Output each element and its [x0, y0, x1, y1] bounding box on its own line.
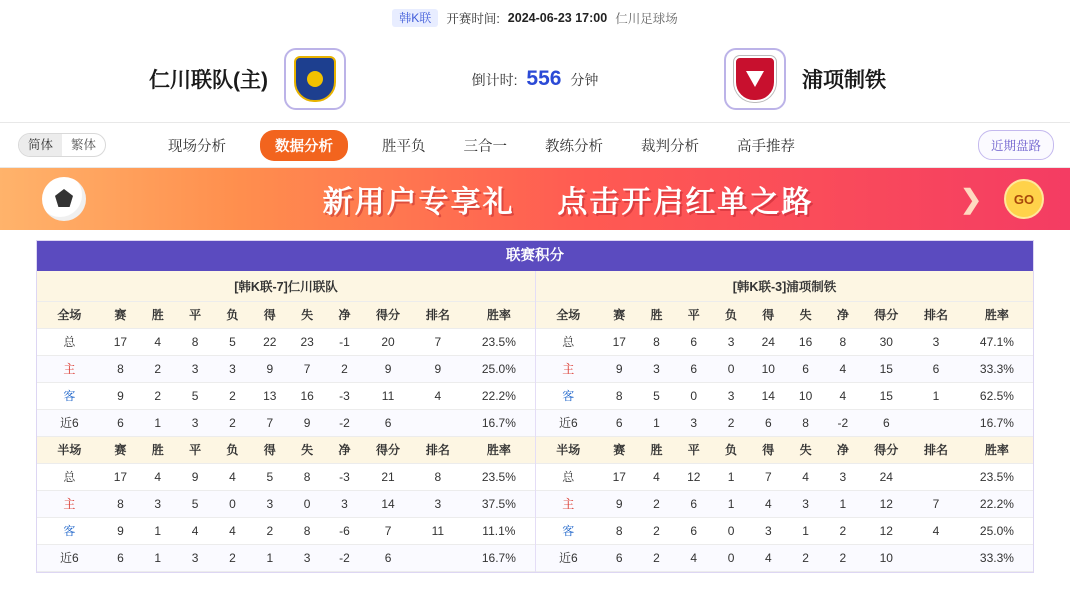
- cell-win: 3: [638, 355, 675, 382]
- cell-rank: [911, 544, 961, 571]
- col-draw: 平: [176, 301, 213, 328]
- cell-goals-for: 1: [251, 544, 288, 571]
- cell-draw: 5: [176, 382, 213, 409]
- col-played: 赛: [601, 436, 638, 463]
- promo-text-right: 点击开启红单之路: [557, 186, 814, 219]
- tab-referee-analysis[interactable]: 裁判分析: [641, 138, 700, 155]
- cell-goals-against: 3: [288, 544, 325, 571]
- cell-rank: 4: [413, 382, 463, 409]
- cell-played: 6: [601, 544, 638, 571]
- row-label: 客: [536, 517, 601, 544]
- cell-draw: 4: [176, 517, 213, 544]
- cell-loss: 2: [214, 544, 251, 571]
- match-info-bar: [0, 0, 1070, 36]
- cell-goals-for: 4: [750, 544, 787, 571]
- cell-goals-against: 7: [288, 355, 325, 382]
- cell-rank: 1: [911, 382, 961, 409]
- cell-win: 8: [638, 328, 675, 355]
- col-rank: 排名: [413, 436, 463, 463]
- cell-win: 2: [638, 517, 675, 544]
- cell-goals-against: 4: [787, 463, 824, 490]
- table-row: [37, 328, 535, 355]
- cell-rank: 7: [413, 328, 463, 355]
- cell-points: 6: [861, 409, 911, 436]
- cell-goal-diff: -3: [326, 463, 363, 490]
- cell-goals-for: 4: [750, 490, 787, 517]
- away-team-name: 浦项制铁: [802, 69, 886, 92]
- cell-goals-against: 2: [787, 544, 824, 571]
- table-row: [536, 490, 1033, 517]
- cell-win-rate: 25.0%: [463, 355, 535, 382]
- row-label: 主: [37, 490, 102, 517]
- row-label: 主: [37, 355, 102, 382]
- tab-live-analysis[interactable]: 现场分析: [168, 138, 227, 155]
- cell-rank: 8: [413, 463, 463, 490]
- col-win-rate: 胜率: [463, 436, 535, 463]
- cell-points: 14: [363, 490, 413, 517]
- match-header: [0, 36, 1070, 122]
- col-goal-diff: 净: [824, 301, 861, 328]
- cell-win: 1: [139, 544, 176, 571]
- col-win: 胜: [139, 301, 176, 328]
- table-row: [536, 544, 1033, 571]
- col-loss: 负: [712, 436, 749, 463]
- tab-win-draw-lose[interactable]: 胜平负: [382, 138, 426, 155]
- tab-expert-picks[interactable]: 高手推荐: [737, 138, 796, 155]
- row-label: 客: [37, 382, 102, 409]
- away-standings-table: [536, 271, 1033, 572]
- home-standings: [37, 271, 535, 572]
- table-column-header-row: [536, 301, 1033, 328]
- cell-win: 2: [139, 382, 176, 409]
- col-scope: 全场: [536, 301, 601, 328]
- table-row: [536, 409, 1033, 436]
- col-draw: 平: [176, 436, 213, 463]
- countdown: [0, 67, 1070, 91]
- cell-draw: 5: [176, 490, 213, 517]
- cell-goal-diff: -2: [326, 544, 363, 571]
- cell-loss: 3: [712, 328, 749, 355]
- cell-draw: 4: [675, 544, 712, 571]
- cell-loss: 2: [712, 409, 749, 436]
- promo-text-left: 新用户专享礼: [322, 186, 515, 219]
- cell-win: 1: [139, 409, 176, 436]
- cell-played: 8: [102, 355, 139, 382]
- cell-played: 9: [601, 355, 638, 382]
- cell-draw: 6: [675, 490, 712, 517]
- table-row: [37, 544, 535, 571]
- cell-goal-diff: 8: [824, 328, 861, 355]
- cell-loss: 0: [214, 490, 251, 517]
- cell-loss: 1: [712, 490, 749, 517]
- col-win: 胜: [139, 436, 176, 463]
- away-standings: [535, 271, 1033, 572]
- col-draw: 平: [675, 301, 712, 328]
- cell-loss: 4: [214, 463, 251, 490]
- cell-rank: 9: [413, 355, 463, 382]
- cell-draw: 3: [176, 355, 213, 382]
- cell-win: 4: [139, 463, 176, 490]
- league-tag: 韩K联: [392, 9, 438, 27]
- cell-goals-for: 6: [750, 409, 787, 436]
- cell-goal-diff: 2: [326, 355, 363, 382]
- cell-win: 4: [139, 328, 176, 355]
- cell-win-rate: 25.0%: [961, 517, 1033, 544]
- row-label: 近6: [37, 409, 102, 436]
- cell-goals-for: 3: [251, 490, 288, 517]
- table-row: [37, 490, 535, 517]
- col-goal-diff: 净: [326, 301, 363, 328]
- cell-win-rate: 33.3%: [961, 544, 1033, 571]
- go-button[interactable]: GO: [1004, 179, 1044, 219]
- kickoff-label: 开赛时间:: [446, 12, 500, 26]
- cell-played: 9: [102, 382, 139, 409]
- row-label: 近6: [536, 544, 601, 571]
- league-standings-panel: [36, 240, 1034, 573]
- col-points: 得分: [363, 301, 413, 328]
- home-team-name: 仁川联队(主): [149, 69, 268, 92]
- cell-points: 12: [861, 517, 911, 544]
- cell-win: 2: [638, 490, 675, 517]
- cell-draw: 3: [675, 409, 712, 436]
- table-row: [536, 517, 1033, 544]
- cell-rank: [911, 463, 961, 490]
- row-label: 客: [37, 517, 102, 544]
- away-crest-icon: [734, 56, 776, 102]
- cell-played: 9: [601, 490, 638, 517]
- cell-played: 17: [102, 463, 139, 490]
- cell-rank: 7: [911, 490, 961, 517]
- cell-draw: 3: [176, 544, 213, 571]
- cell-goal-diff: -2: [326, 409, 363, 436]
- cell-goal-diff: -1: [326, 328, 363, 355]
- cell-win-rate: 22.2%: [961, 490, 1033, 517]
- tab-three-in-one[interactable]: 三合一: [463, 138, 508, 155]
- cell-win: 2: [638, 544, 675, 571]
- cell-win-rate: 37.5%: [463, 490, 535, 517]
- cell-played: 6: [102, 544, 139, 571]
- cell-win: 4: [638, 463, 675, 490]
- col-scope: 半场: [37, 436, 102, 463]
- standings-tables: [37, 271, 1033, 572]
- cell-loss: 2: [214, 409, 251, 436]
- cell-goal-diff: 3: [326, 490, 363, 517]
- cell-goals-for: 22: [251, 328, 288, 355]
- cell-goals-for: 24: [750, 328, 787, 355]
- cell-loss: 1: [712, 463, 749, 490]
- cell-win: 1: [139, 517, 176, 544]
- col-win: 胜: [638, 436, 675, 463]
- col-goals-against: 失: [787, 301, 824, 328]
- cell-goals-against: 3: [787, 490, 824, 517]
- recent-odds-button[interactable]: 近期盘路: [978, 130, 1054, 160]
- language-switch[interactable]: [18, 133, 106, 157]
- col-goals-against: 失: [288, 301, 325, 328]
- cell-goals-against: 16: [787, 328, 824, 355]
- col-win: 胜: [638, 301, 675, 328]
- col-goals-for: 得: [251, 301, 288, 328]
- cell-loss: 4: [214, 517, 251, 544]
- col-rank: 排名: [911, 301, 961, 328]
- cell-goals-for: 14: [750, 382, 787, 409]
- col-played: 赛: [102, 436, 139, 463]
- cell-goal-diff: 4: [824, 382, 861, 409]
- cell-goals-against: 8: [288, 463, 325, 490]
- panel-title: 联赛积分: [37, 241, 1033, 271]
- table-row: [37, 382, 535, 409]
- cell-played: 8: [102, 490, 139, 517]
- tab-coach-analysis[interactable]: 教练分析: [545, 138, 604, 155]
- col-rank: 排名: [911, 436, 961, 463]
- home-standings-team-label: [韩K联-7]仁川联队: [37, 271, 535, 301]
- cell-goals-for: 7: [251, 409, 288, 436]
- tab-data-analysis[interactable]: 数据分析: [260, 130, 348, 161]
- col-goals-against: 失: [288, 436, 325, 463]
- cell-goal-diff: -2: [824, 409, 861, 436]
- countdown-label: 倒计时:: [471, 72, 518, 88]
- cell-draw: 8: [176, 328, 213, 355]
- cell-rank: 6: [911, 355, 961, 382]
- cell-points: 15: [861, 382, 911, 409]
- cell-win-rate: 23.5%: [463, 463, 535, 490]
- cell-loss: 2: [214, 382, 251, 409]
- table-row: [37, 409, 535, 436]
- cell-goals-for: 3: [750, 517, 787, 544]
- col-points: 得分: [363, 436, 413, 463]
- cell-draw: 6: [675, 355, 712, 382]
- cell-win-rate: 16.7%: [961, 409, 1033, 436]
- col-played: 赛: [601, 301, 638, 328]
- nav-tabs: [164, 130, 799, 161]
- col-goals-for: 得: [750, 436, 787, 463]
- cell-points: 20: [363, 328, 413, 355]
- cell-loss: 5: [214, 328, 251, 355]
- cell-loss: 0: [712, 517, 749, 544]
- cell-draw: 0: [675, 382, 712, 409]
- cell-goals-against: 9: [288, 409, 325, 436]
- soccer-ball-icon: [42, 177, 86, 221]
- cell-goal-diff: 2: [824, 517, 861, 544]
- col-goal-diff: 净: [326, 436, 363, 463]
- cell-points: 11: [363, 382, 413, 409]
- cell-rank: [413, 409, 463, 436]
- promo-banner[interactable]: [0, 168, 1070, 230]
- lang-simplified[interactable]: 简体: [19, 134, 62, 156]
- kickoff-time: 2024-06-23 17:00: [507, 11, 608, 25]
- cell-win-rate: 62.5%: [961, 382, 1033, 409]
- countdown-unit: 分钟: [570, 72, 599, 88]
- cell-win: 1: [638, 409, 675, 436]
- cell-win: 5: [638, 382, 675, 409]
- row-label: 总: [37, 463, 102, 490]
- cell-goals-against: 23: [288, 328, 325, 355]
- col-goals-against: 失: [787, 436, 824, 463]
- row-label: 主: [536, 490, 601, 517]
- cell-rank: 3: [413, 490, 463, 517]
- cell-goal-diff: 2: [824, 544, 861, 571]
- cell-rank: 3: [911, 328, 961, 355]
- table-column-header-row: [37, 301, 535, 328]
- cell-played: 17: [601, 328, 638, 355]
- cell-goal-diff: 3: [824, 463, 861, 490]
- cell-win: 2: [139, 355, 176, 382]
- col-points: 得分: [861, 436, 911, 463]
- cell-win-rate: 47.1%: [961, 328, 1033, 355]
- cell-played: 17: [102, 328, 139, 355]
- table-column-header-row: [536, 436, 1033, 463]
- col-loss: 负: [214, 436, 251, 463]
- cell-played: 9: [102, 517, 139, 544]
- cell-win-rate: 11.1%: [463, 517, 535, 544]
- cell-goals-against: 6: [787, 355, 824, 382]
- cell-points: 15: [861, 355, 911, 382]
- cell-points: 6: [363, 409, 413, 436]
- cell-draw: 12: [675, 463, 712, 490]
- col-win-rate: 胜率: [463, 301, 535, 328]
- cell-win-rate: 23.5%: [961, 463, 1033, 490]
- cell-goals-for: 7: [750, 463, 787, 490]
- col-win-rate: 胜率: [961, 436, 1033, 463]
- cell-goals-for: 10: [750, 355, 787, 382]
- cell-points: 21: [363, 463, 413, 490]
- cell-loss: 3: [214, 355, 251, 382]
- col-goals-for: 得: [750, 301, 787, 328]
- cell-points: 9: [363, 355, 413, 382]
- col-goals-for: 得: [251, 436, 288, 463]
- cell-rank: [413, 544, 463, 571]
- cell-points: 24: [861, 463, 911, 490]
- col-rank: 排名: [413, 301, 463, 328]
- col-goal-diff: 净: [824, 436, 861, 463]
- cell-played: 6: [102, 409, 139, 436]
- table-row: [536, 328, 1033, 355]
- main-nav: [0, 122, 1070, 168]
- cell-points: 6: [363, 544, 413, 571]
- table-team-header-row: [536, 271, 1033, 301]
- cell-goals-for: 13: [251, 382, 288, 409]
- row-label: 近6: [37, 544, 102, 571]
- cell-loss: 0: [712, 355, 749, 382]
- cell-goal-diff: 4: [824, 355, 861, 382]
- col-scope: 半场: [536, 436, 601, 463]
- cell-goals-against: 10: [787, 382, 824, 409]
- cell-played: 8: [601, 382, 638, 409]
- cell-goals-for: 9: [251, 355, 288, 382]
- cell-rank: 11: [413, 517, 463, 544]
- cell-points: 30: [861, 328, 911, 355]
- cell-goals-against: 8: [288, 517, 325, 544]
- cell-rank: 4: [911, 517, 961, 544]
- cell-draw: 3: [176, 409, 213, 436]
- cell-goals-against: 1: [787, 517, 824, 544]
- cell-goal-diff: -3: [326, 382, 363, 409]
- cell-win: 3: [139, 490, 176, 517]
- table-row: [536, 463, 1033, 490]
- cell-goals-against: 8: [787, 409, 824, 436]
- row-label: 总: [536, 328, 601, 355]
- away-standings-team-label: [韩K联-3]浦项制铁: [536, 271, 1033, 301]
- cell-draw: 6: [675, 517, 712, 544]
- cell-win-rate: 22.2%: [463, 382, 535, 409]
- table-column-header-row: [37, 436, 535, 463]
- cell-draw: 6: [675, 328, 712, 355]
- home-standings-table: [37, 271, 535, 572]
- cell-goals-for: 5: [251, 463, 288, 490]
- cell-goal-diff: -6: [326, 517, 363, 544]
- cell-goal-diff: 1: [824, 490, 861, 517]
- cell-win-rate: 23.5%: [463, 328, 535, 355]
- row-label: 客: [536, 382, 601, 409]
- cell-points: 7: [363, 517, 413, 544]
- col-scope: 全场: [37, 301, 102, 328]
- col-played: 赛: [102, 301, 139, 328]
- col-loss: 负: [712, 301, 749, 328]
- col-draw: 平: [675, 436, 712, 463]
- lang-traditional[interactable]: 繁体: [71, 138, 97, 152]
- cell-points: 10: [861, 544, 911, 571]
- cell-loss: 3: [712, 382, 749, 409]
- cell-goals-against: 0: [288, 490, 325, 517]
- table-row: [536, 355, 1033, 382]
- countdown-value: 556: [526, 67, 562, 90]
- row-label: 总: [536, 463, 601, 490]
- col-points: 得分: [861, 301, 911, 328]
- table-row: [37, 463, 535, 490]
- row-label: 近6: [536, 409, 601, 436]
- cell-win-rate: 16.7%: [463, 544, 535, 571]
- cell-rank: [911, 409, 961, 436]
- table-row: [37, 517, 535, 544]
- table-row: [536, 382, 1033, 409]
- col-loss: 负: [214, 301, 251, 328]
- cell-goals-for: 2: [251, 517, 288, 544]
- row-label: 总: [37, 328, 102, 355]
- table-row: [37, 355, 535, 382]
- table-team-header-row: [37, 271, 535, 301]
- row-label: 主: [536, 355, 601, 382]
- cell-played: 6: [601, 409, 638, 436]
- venue-label: 仁川足球场: [615, 12, 678, 26]
- cell-goals-against: 16: [288, 382, 325, 409]
- cell-played: 17: [601, 463, 638, 490]
- cell-draw: 9: [176, 463, 213, 490]
- col-win-rate: 胜率: [961, 301, 1033, 328]
- cell-win-rate: 16.7%: [463, 409, 535, 436]
- cell-points: 12: [861, 490, 911, 517]
- chevron-right-icon: ❯: [960, 183, 982, 214]
- promo-banner-text: [86, 177, 1050, 221]
- cell-loss: 0: [712, 544, 749, 571]
- cell-win-rate: 33.3%: [961, 355, 1033, 382]
- cell-played: 8: [601, 517, 638, 544]
